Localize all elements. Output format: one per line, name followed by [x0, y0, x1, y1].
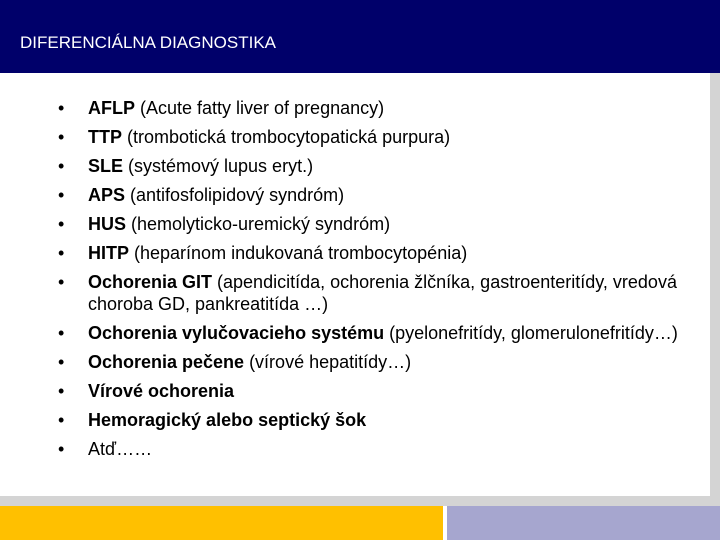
slide-title: DIFERENCIÁLNA DIAGNOSTIKA: [20, 33, 276, 52]
item-term: Ochorenia pečene: [88, 352, 245, 372]
list-item: [58, 351, 698, 373]
item-description: Atď……: [88, 439, 153, 459]
item-term: Vírové ochorenia: [88, 381, 235, 401]
item-term: HITP: [88, 243, 130, 263]
list-item: [58, 242, 698, 264]
item-term: HUS: [88, 214, 127, 234]
item-term: TTP: [88, 127, 122, 147]
item-term: SLE: [88, 156, 124, 176]
footer-bar-right: [447, 506, 720, 540]
slide-bottom-stripe: [0, 496, 720, 506]
list-item: [58, 409, 698, 431]
item-term: APS: [88, 185, 126, 205]
item-description: (systémový lupus eryt.): [123, 156, 314, 176]
list-item: [58, 184, 698, 206]
item-description: (pyelonefritídy, glomerulonefritídy…): [384, 323, 678, 343]
list-item: [58, 126, 698, 148]
list-item: [58, 438, 698, 460]
list-item: [58, 97, 698, 119]
slide-header: [0, 0, 720, 73]
item-term: Ochorenia vylučovacieho systému: [88, 323, 385, 343]
item-description: (trombotická trombocytopatická purpura): [122, 127, 451, 147]
list-item: [58, 213, 698, 235]
list-item: [58, 271, 698, 315]
item-term: Hemoragický alebo septický šok: [88, 410, 367, 430]
slide-shadow-right: [710, 73, 720, 500]
item-description: (Acute fatty liver of pregnancy): [135, 98, 385, 118]
item-term: AFLP: [88, 98, 135, 118]
list-item: [58, 155, 698, 177]
item-description: (antifosfolipidový syndróm): [125, 185, 345, 205]
item-description: (heparínom indukovaná trombocytopénia): [129, 243, 468, 263]
diagnosis-list: [58, 97, 698, 467]
item-description: (hemolyticko-uremický syndróm): [126, 214, 391, 234]
item-description: (vírové hepatitídy…): [244, 352, 412, 372]
item-term: Ochorenia GIT: [88, 272, 213, 292]
list-item: [58, 380, 698, 402]
item-description: (apendicitída, ochorenia žlčníka, gastroenteritídy, vredová choroba GD, pankreatitída …): [88, 272, 677, 314]
list-item: [58, 322, 698, 344]
footer-bar-left: [0, 506, 443, 540]
